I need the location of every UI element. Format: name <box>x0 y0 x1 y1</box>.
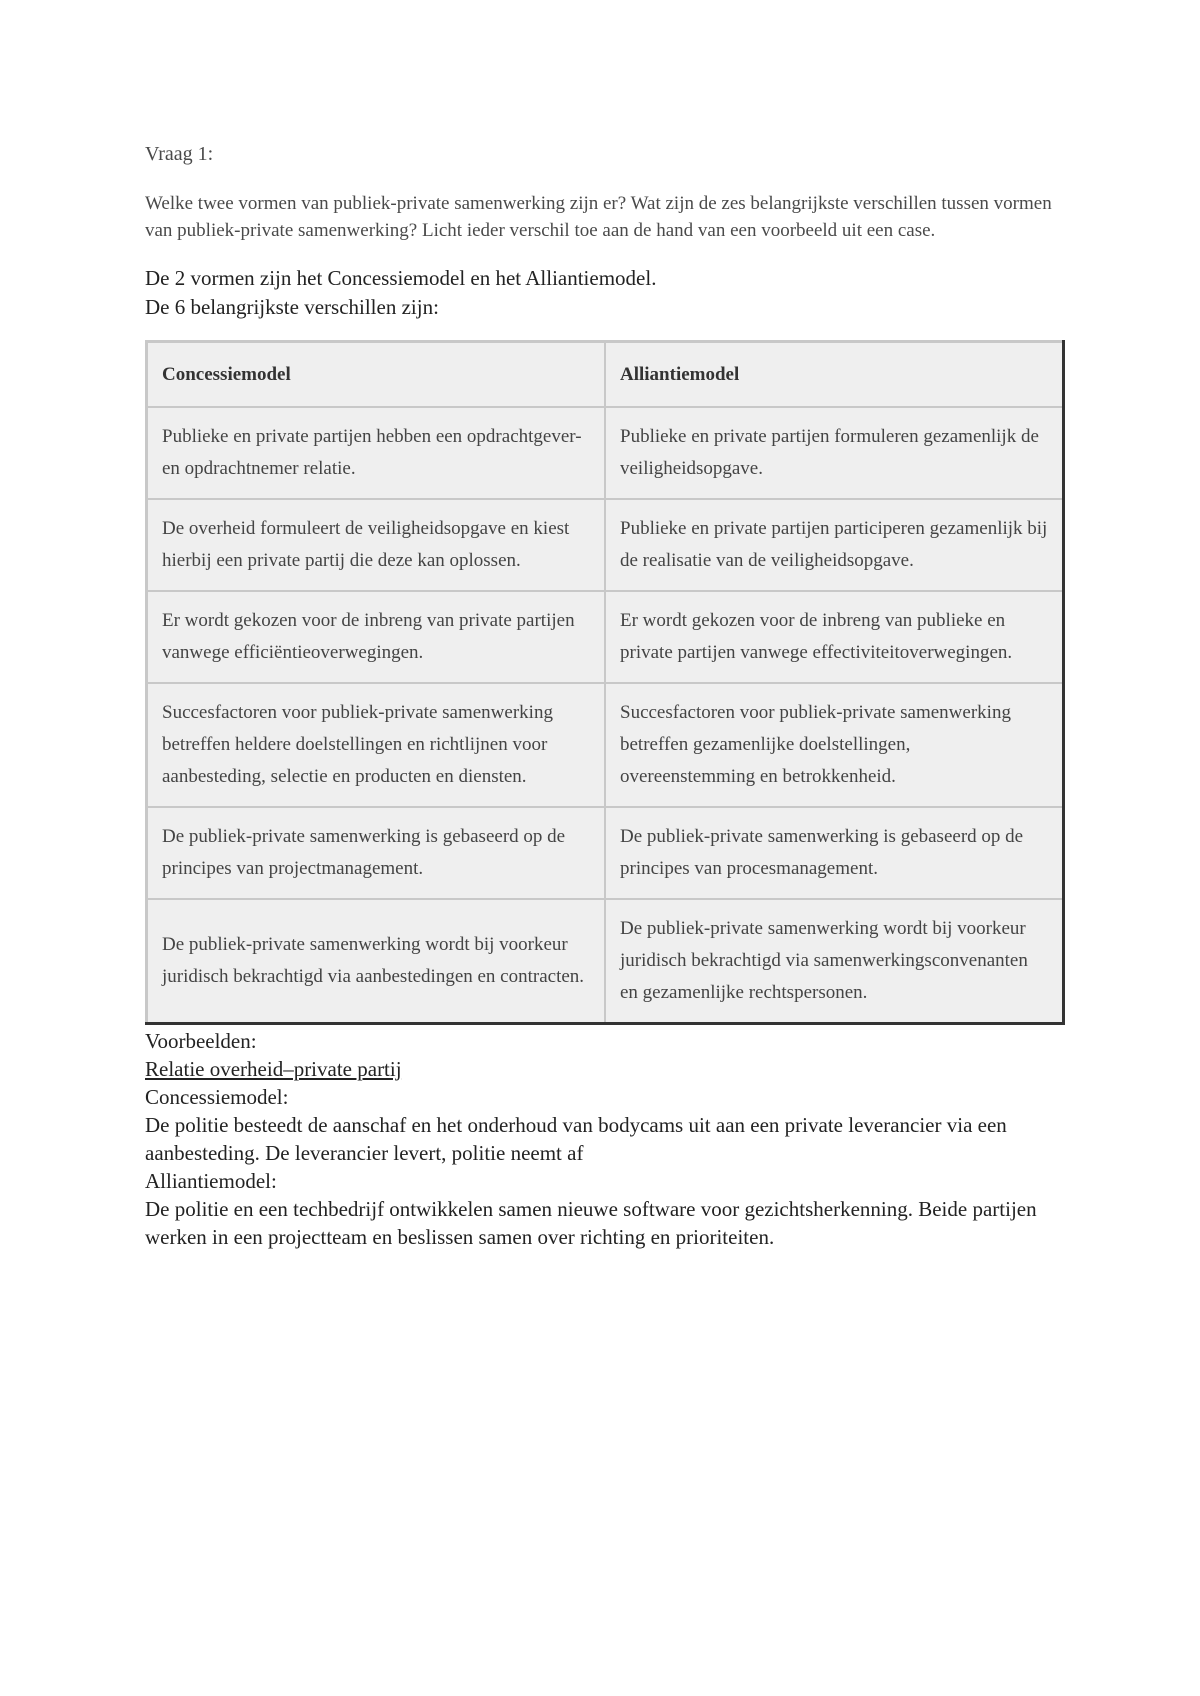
comparison-table <box>145 340 1065 1025</box>
table-cell: Er wordt gekozen voor de inbreng van private partijen vanwege efficiëntieoverwegingen. <box>147 591 606 683</box>
table-row <box>147 899 1064 1024</box>
table-cell: De publiek-private samenwerking is gebaseerd op de principes van procesmanagement. <box>605 807 1064 899</box>
table-row <box>147 407 1064 499</box>
concession-example-label: Concessiemodel: <box>145 1085 289 1109</box>
table-header-row <box>147 342 1064 408</box>
question-title: Vraag 1: <box>145 143 214 165</box>
answer-intro <box>145 264 1065 322</box>
table-cell: Publieke en private partijen participeren gezamenlijk bij de realisatie van de veiligheidsopgave. <box>605 499 1064 591</box>
table-cell: Succesfactoren voor publiek-private samenwerking betreffen gezamenlijke doelstellingen, overeenstemming en betrokkenheid. <box>605 683 1064 807</box>
document-page <box>145 140 1065 1251</box>
table-cell: De publiek-private samenwerking wordt bij voorkeur juridisch bekrachtigd via samenwerkingsconvenanten en gezamenlijke rechtspersonen. <box>605 899 1064 1024</box>
table-cell: De publiek-private samenwerking is gebaseerd op de principes van projectmanagement. <box>147 807 606 899</box>
alliance-example-text: De politie en een techbedrijf ontwikkelen samen nieuwe software voor gezichtsherkenning. Beide partijen werken in een projectteam en beslissen samen over richting en prioriteiten. <box>145 1197 1037 1249</box>
answer-line-differences: De 6 belangrijkste verschillen zijn: <box>145 295 439 319</box>
table-row <box>147 499 1064 591</box>
examples-subheading: Relatie overheid–private partij <box>145 1057 402 1081</box>
examples-heading: Voorbeelden: <box>145 1029 257 1053</box>
table-row <box>147 591 1064 683</box>
header-concessiemodel: Concessiemodel <box>147 342 606 408</box>
table-cell: Er wordt gekozen voor de inbreng van publieke en private partijen vanwege effectiviteitoverwegingen. <box>605 591 1064 683</box>
table-cell: De publiek-private samenwerking wordt bij voorkeur juridisch bekrachtigd via aanbestedingen en contracten. <box>147 899 606 1024</box>
answer-line-forms: De 2 vormen zijn het Concessiemodel en het Alliantiemodel. <box>145 266 657 290</box>
table-row <box>147 807 1064 899</box>
table-row <box>147 683 1064 807</box>
table-cell: Publieke en private partijen hebben een opdrachtgever- en opdrachtnemer relatie. <box>147 407 606 499</box>
table-cell: De overheid formuleert de veiligheidsopgave en kiest hierbij een private partij die deze kan oplossen. <box>147 499 606 591</box>
examples-section <box>145 1027 1065 1251</box>
header-alliantiemodel: Alliantiemodel <box>605 342 1064 408</box>
table-cell: Succesfactoren voor publiek-private samenwerking betreffen heldere doelstellingen en richtlijnen voor aanbesteding, selectie en producten en diensten. <box>147 683 606 807</box>
question-text: Welke twee vormen van publiek-private samenwerking zijn er? Wat zijn de zes belangrijkste verschillen tussen vormen van publiek-private samenwerking? Licht ieder verschil toe aan de hand van een voorbeeld uit een case. <box>145 193 1052 241</box>
concession-example-text: De politie besteedt de aanschaf en het onderhoud van bodycams uit aan een private leverancier via een aanbesteding. De leverancier levert, politie neemt af <box>145 1113 1007 1165</box>
table-cell: Publieke en private partijen formuleren gezamenlijk de veiligheidsopgave. <box>605 407 1064 499</box>
alliance-example-label: Alliantiemodel: <box>145 1169 277 1193</box>
